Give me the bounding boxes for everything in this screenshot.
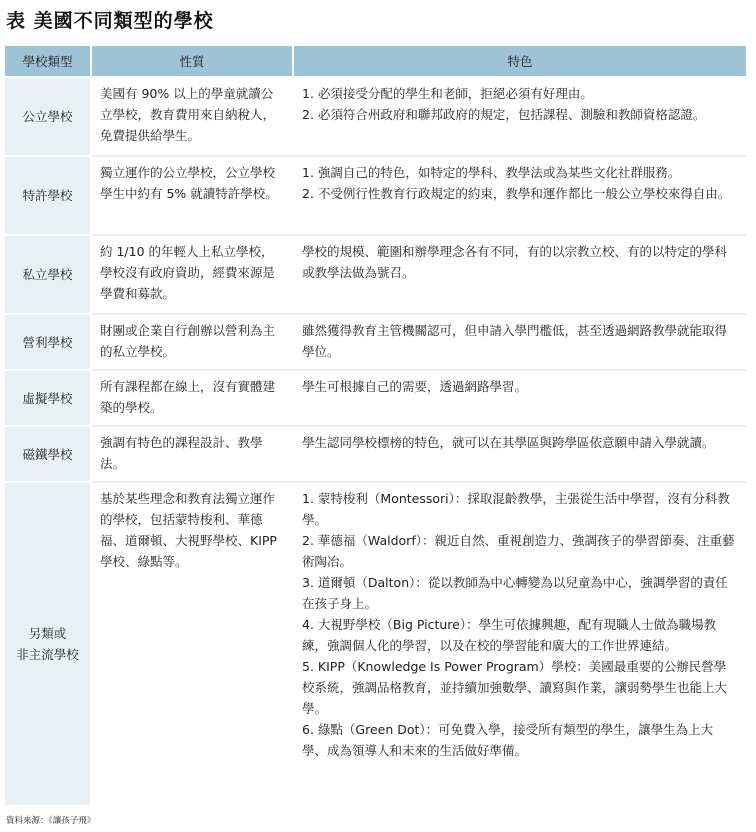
header-features: 特色 <box>293 46 746 77</box>
cell-type <box>5 482 91 806</box>
cell-nature: 美國有 90% 以上的學童就讀公立學校，教育費用來自納稅人，免費提供給學生。 <box>91 77 293 156</box>
cell-type <box>5 426 91 482</box>
feature-item: 學生認同學校標榜的特色，就可以在其學區與跨學區依意願申請入學就讀。 <box>302 435 715 450</box>
cell-features <box>293 235 746 314</box>
feature-item: 3. 道爾頓（Dalton）：從以教師為中心轉變為以兒童為中心，強調學習的責任在孩子身上。 <box>302 575 728 611</box>
cell-nature: 約 1/10 的年輕人上私立學校，學校沒有政府資助，經費來源是學費和募款。 <box>91 235 293 314</box>
type-label: 私立學校 <box>22 267 73 282</box>
table-header-row <box>5 46 746 77</box>
feature-item: 1. 蒙特梭利（Montessori）：採取混齡教學，主張從生活中學習，沒有分科教學。 <box>302 491 730 527</box>
feature-item: 5. KIPP（Knowledge Is Power Program）學校：美國最重要的公辦民營學校系統，強調品格教育，並持續加強數學、讀寫與作業，讓弱勢學生也能上大學。 <box>302 659 728 716</box>
cell-type <box>5 370 91 426</box>
type-label: 磁鐵學校 <box>22 446 73 462</box>
feature-item: 學校的規模、範圍和辦學理念各有不同，有的以宗教立校、有的以特定的學科或教學法做為號召。 <box>302 244 728 280</box>
source-note: 資料來源：《讓孩子飛》 <box>6 816 96 826</box>
table-row-magnet <box>5 426 746 482</box>
cell-type <box>5 156 91 235</box>
feature-item: 6. 綠點（Green Dot）：可免費入學，接受所有類型的學生，讓學生為上大學、成為領導人和未來的生活做好準備。 <box>302 722 714 758</box>
feature-item: 1. 必須接受分配的學生和老師，拒絕必須有好理由。 <box>302 86 593 101</box>
cell-features <box>293 370 746 426</box>
table-row-for-profit <box>5 314 746 370</box>
table-row-virtual <box>5 370 746 426</box>
feature-item: 2. 必須符合州政府和聯邦政府的規定，包括課程、測驗和教師資格認證。 <box>302 107 706 122</box>
cell-nature: 基於某些理念和教育法獨立運作的學校，包括蒙特梭利、華德福、道爾頓、大視野學校、KIPP 學校、綠點等。 <box>91 482 293 806</box>
cell-features <box>293 156 746 235</box>
cell-features <box>293 426 746 482</box>
cell-type <box>5 235 91 314</box>
feature-item: 雖然獲得教育主管機關認可，但申請入學門檻低，甚至透過網路教學就能取得學位。 <box>302 323 728 359</box>
cell-features <box>293 314 746 370</box>
feature-item: 學生可根據自己的需要，透過網路學習。 <box>302 379 528 394</box>
cell-nature: 財團或企業自行創辦以營利為主的私立學校。 <box>91 314 293 370</box>
table-title: 表 美國不同類型的學校 <box>6 10 214 32</box>
cell-nature: 強調有特色的課程設計、教學法。 <box>91 426 293 482</box>
type-label: 公立學校 <box>22 109 73 124</box>
feature-item: 2. 華德福（Waldorf）：親近自然、重視創造力、強調孩子的學習節奏、注重藝術陶冶。 <box>302 533 735 569</box>
cell-type <box>5 314 91 370</box>
cell-type <box>5 77 91 156</box>
feature-item: 1. 強調自己的特色，如特定的學科、教學法或為某些文化社群服務。 <box>302 165 681 180</box>
table-row-charter <box>5 156 746 235</box>
cell-features <box>293 482 746 806</box>
type-label: 營利學校 <box>22 334 73 350</box>
header-school-type: 學校類型 <box>5 46 91 77</box>
table-row-alternative <box>5 482 746 806</box>
cell-nature: 獨立運作的公立學校，公立學校學生中約有 5% 就讀特許學校。 <box>91 156 293 235</box>
feature-item: 2. 不受例行性教育行政規定的約束，教學和運作都比一般公立學校來得自由。 <box>302 186 731 201</box>
type-label: 非主流學校 <box>16 647 79 662</box>
header-nature: 性質 <box>91 46 293 77</box>
type-label: 虛擬學校 <box>22 390 73 406</box>
feature-item: 4. 大視野學校（Big Picture）：學生可依據興趣，配有現職人士做為職場教練，強調個人化的學習，以及在校的學習能和廣大的工作世界連結。 <box>302 617 717 653</box>
table-row-public <box>5 77 746 156</box>
type-label: 特許學校 <box>22 188 73 203</box>
type-label: 另類或 <box>28 626 67 641</box>
table-row-private <box>5 235 746 314</box>
cell-nature: 所有課程都在線上，沒有實體建築的學校。 <box>91 370 293 426</box>
cell-features <box>293 77 746 156</box>
school-types-table <box>5 46 746 807</box>
